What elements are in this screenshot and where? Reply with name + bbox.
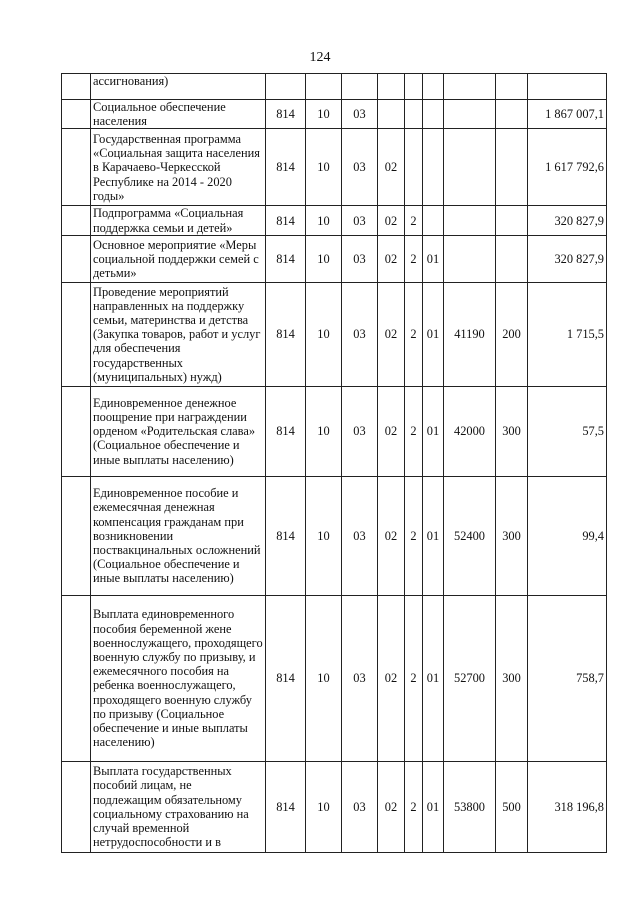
amount-cell: 318 196,8 xyxy=(528,761,607,852)
grbs-cell: 814 xyxy=(266,206,306,235)
expense-type-cell: 300 xyxy=(496,476,528,595)
subsection-cell: 03 xyxy=(342,386,378,476)
program-cell xyxy=(378,100,405,129)
table-row xyxy=(62,761,607,852)
row-number-cell xyxy=(62,386,91,476)
expense-type-cell xyxy=(496,206,528,235)
direction-cell: 42000 xyxy=(444,386,496,476)
row-number-cell xyxy=(62,235,91,282)
grbs-cell: 814 xyxy=(266,282,306,386)
section-cell: 10 xyxy=(306,100,342,129)
section-cell: 10 xyxy=(306,595,342,761)
grbs-cell: 814 xyxy=(266,595,306,761)
main-activity-cell xyxy=(423,129,444,206)
main-activity-cell xyxy=(423,74,444,100)
direction-cell xyxy=(444,74,496,100)
main-activity-cell: 01 xyxy=(423,282,444,386)
main-activity-cell: 01 xyxy=(423,235,444,282)
table-row xyxy=(62,386,607,476)
table-row xyxy=(62,595,607,761)
subprogram-cell: 2 xyxy=(405,206,423,235)
row-number-cell xyxy=(62,761,91,852)
section-cell xyxy=(306,74,342,100)
program-cell: 02 xyxy=(378,235,405,282)
main-activity-cell: 01 xyxy=(423,476,444,595)
row-number-cell xyxy=(62,595,91,761)
name-cell: Единовременное пособие и ежемесячная денежная компенсация гражданам при возникновении поствакцинальных осложнений (Социальное обеспечение и иные выплаты населению) xyxy=(91,476,266,595)
row-number-cell xyxy=(62,282,91,386)
table-row xyxy=(62,235,607,282)
grbs-cell: 814 xyxy=(266,129,306,206)
grbs-cell: 814 xyxy=(266,100,306,129)
subsection-cell: 03 xyxy=(342,595,378,761)
name-cell: Подпрограмма «Социальная поддержка семьи и детей» xyxy=(91,206,266,235)
name-cell: Государственная программа «Социальная защита населения в Карачаево-Черкесской Республике на 2014 - 2020 годы» xyxy=(91,129,266,206)
table-row xyxy=(62,476,607,595)
subsection-cell: 03 xyxy=(342,282,378,386)
section-cell: 10 xyxy=(306,761,342,852)
section-cell: 10 xyxy=(306,282,342,386)
main-activity-cell xyxy=(423,206,444,235)
direction-cell: 52400 xyxy=(444,476,496,595)
amount-cell: 1 617 792,6 xyxy=(528,129,607,206)
subprogram-cell xyxy=(405,129,423,206)
subsection-cell: 03 xyxy=(342,235,378,282)
direction-cell xyxy=(444,129,496,206)
page-number: 124 xyxy=(309,50,331,65)
row-number-cell xyxy=(62,129,91,206)
row-number-cell xyxy=(62,476,91,595)
name-cell: Выплата государственных пособий лицам, не подлежащим обязательному социальному страхованию на случай временной нетрудоспособности и в xyxy=(91,761,266,852)
direction-cell: 41190 xyxy=(444,282,496,386)
expense-type-cell xyxy=(496,129,528,206)
subprogram-cell: 2 xyxy=(405,282,423,386)
subprogram-cell: 2 xyxy=(405,235,423,282)
amount-cell: 320 827,9 xyxy=(528,235,607,282)
program-cell: 02 xyxy=(378,206,405,235)
amount-cell: 99,4 xyxy=(528,476,607,595)
amount-cell: 320 827,9 xyxy=(528,206,607,235)
program-cell: 02 xyxy=(378,476,405,595)
program-cell: 02 xyxy=(378,761,405,852)
subsection-cell xyxy=(342,74,378,100)
program-cell: 02 xyxy=(378,595,405,761)
program-cell: 02 xyxy=(378,386,405,476)
name-cell: Проведение мероприятий направленных на поддержку семьи, материнства и детства (Закупка товаров, работ и услуг для обеспечения государственных (муниципальных) нужд) xyxy=(91,282,266,386)
subprogram-cell xyxy=(405,100,423,129)
main-activity-cell: 01 xyxy=(423,595,444,761)
grbs-cell: 814 xyxy=(266,476,306,595)
direction-cell: 52700 xyxy=(444,595,496,761)
direction-cell xyxy=(444,206,496,235)
subsection-cell: 03 xyxy=(342,100,378,129)
name-cell: Единовременное денежное поощрение при награждении орденом «Родительская слава» (Социальное обеспечение и иные выплаты населению) xyxy=(91,386,266,476)
program-cell: 02 xyxy=(378,129,405,206)
expense-type-cell: 300 xyxy=(496,386,528,476)
amount-cell xyxy=(528,74,607,100)
direction-cell: 53800 xyxy=(444,761,496,852)
name-cell: Основное мероприятие «Меры социальной поддержки семей с детьми» xyxy=(91,235,266,282)
table-row xyxy=(62,129,607,206)
table-row xyxy=(62,282,607,386)
table-row xyxy=(62,74,607,100)
expense-type-cell: 500 xyxy=(496,761,528,852)
table-row xyxy=(62,206,607,235)
section-cell: 10 xyxy=(306,386,342,476)
direction-cell xyxy=(444,100,496,129)
subprogram-cell: 2 xyxy=(405,595,423,761)
section-cell: 10 xyxy=(306,476,342,595)
expense-type-cell: 300 xyxy=(496,595,528,761)
direction-cell xyxy=(444,235,496,282)
subsection-cell: 03 xyxy=(342,476,378,595)
table-row xyxy=(62,100,607,129)
main-activity-cell: 01 xyxy=(423,386,444,476)
amount-cell: 758,7 xyxy=(528,595,607,761)
subprogram-cell: 2 xyxy=(405,761,423,852)
section-cell: 10 xyxy=(306,206,342,235)
expense-type-cell xyxy=(496,235,528,282)
amount-cell: 1 715,5 xyxy=(528,282,607,386)
row-number-cell xyxy=(62,206,91,235)
budget-table xyxy=(61,73,607,853)
expense-type-cell xyxy=(496,100,528,129)
subprogram-cell: 2 xyxy=(405,386,423,476)
name-cell: Социальное обеспечение населения xyxy=(91,100,266,129)
subprogram-cell: 2 xyxy=(405,476,423,595)
budget-table-body xyxy=(62,74,607,853)
expense-type-cell xyxy=(496,74,528,100)
grbs-cell xyxy=(266,74,306,100)
main-activity-cell: 01 xyxy=(423,761,444,852)
grbs-cell: 814 xyxy=(266,235,306,282)
row-number-cell xyxy=(62,100,91,129)
subsection-cell: 03 xyxy=(342,206,378,235)
section-cell: 10 xyxy=(306,129,342,206)
amount-cell: 1 867 007,1 xyxy=(528,100,607,129)
expense-type-cell: 200 xyxy=(496,282,528,386)
subprogram-cell xyxy=(405,74,423,100)
amount-cell: 57,5 xyxy=(528,386,607,476)
section-cell: 10 xyxy=(306,235,342,282)
name-cell: ассигнования) xyxy=(91,74,266,100)
grbs-cell: 814 xyxy=(266,386,306,476)
row-number-cell xyxy=(62,74,91,100)
subsection-cell: 03 xyxy=(342,761,378,852)
subsection-cell: 03 xyxy=(342,129,378,206)
name-cell: Выплата единовременного пособия беременной жене военнослужащего, проходящего военную службу по призыву, и ежемесячного пособия на ребенка военнослужащего, проходящего военную службу по призыву (Социальное обеспечение и иные выплаты населению) xyxy=(91,595,266,761)
program-cell: 02 xyxy=(378,282,405,386)
program-cell xyxy=(378,74,405,100)
main-activity-cell xyxy=(423,100,444,129)
grbs-cell: 814 xyxy=(266,761,306,852)
